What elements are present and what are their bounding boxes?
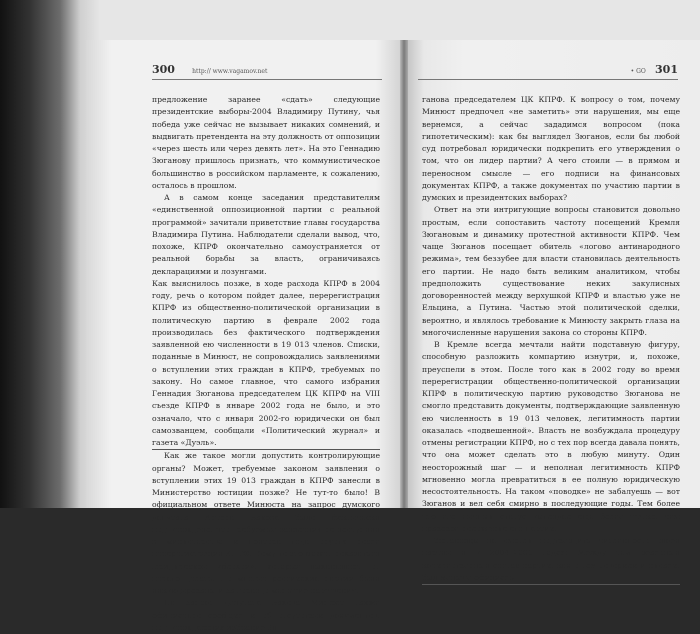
- right-page: [404, 40, 700, 582]
- left-paragraph-3: Как выяснилось позже, в ходе расхода КПРФ в 2004 году, речь о котором пойдет далее, перерегистрация КПРФ из общественно-политической организации в политическую партию в феврале 2002 года производилась без фактического подтверждения заявленной ею численности в 19 013 членов. Списки, поданные в Минюст, не сопровождались заявлениями о вступлении этих граждан в КПРФ, требуемых по закону. Но самое главное, что самого избрания Геннадия Зюганова председателем ЦК КПРФ на VIII съезде КПРФ в январе 2002 года не было, и это означало, что с января 2002-го юридически он был самозванцем, сообщали «Политический журнал» и газета «Дуэль».: [152, 278, 380, 451]
- right-paragraph-2: Ответ на эти интригующие вопросы становится довольно простым, если сопоставить частоту посещений Кремля Зюгановым и динамику протестной активности КПРФ. Чем чаще Зюганов посещает обитель «логово антинародного режима», тем беззубее для власти становилась деятельность его партии. Не надо быть великим аналитиком, чтобы предположить существование неких закулисных договоренностей между верхушкой КПРФ и властью уже не Ельцина, а Путина. Частью этой политической сделки, вероятно, и являлось требование к Минюсту закрыть глаза на многочисленные нарушения закона со стороны КПРФ.: [422, 205, 680, 337]
- right-page-text: [422, 94, 680, 585]
- right-page-number: 301: [655, 63, 678, 76]
- left-paragraph-5: На запрос депутата Бакова Минюст также официально сообщил и об отсутствии документов, подтверждающих избрание Зю-: [152, 598, 380, 632]
- left-page: [86, 40, 404, 632]
- right-paragraph-4: Зюгановцы не смогли подтвердить численность своей партии и в 2004–2005 годах! Между тем реальный количественный состав партии, как о том говорили и писали, был меньше официаль-: [422, 535, 680, 585]
- right-paragraph-1: ганова председателем ЦК КПРФ. К вопросу о том, почему Минюст предпочел «не заметить» эти нарушения, мы еще вернемся, а сейчас зададимся вопросом (пока гипотетическим): как бы выглядел Зюганов, если бы любой суд потребовал юридически подкрепить его утверждения о том, что он лидер партии? А чего стоили — в прямом и переносном смысле — его подписи на финансовых документах КПРФ, а также документах по участию партии в думских и президентских выборах?: [422, 95, 680, 202]
- left-paragraph-2: А в самом конце заседания представителям «единственной оппозиционной партии с реальной программой» зачитали приветствие главы государства Владимира Путина. Наблюдатели сделали вывод, что, похоже, КПРФ окончательно самоустраняется от реальной борьбы за власть, ограничиваясь декларациями и лозунгами.: [152, 193, 380, 276]
- left-header-url: http:// www.vagamov.net: [192, 68, 268, 75]
- left-paragraph-1: предложение заранее «сдать» следующие президентские выборы-2004 Владимиру Путину, чья победа уже сейчас не вызывает никаких сомнений, и выдвигать претендента на эту должность от оппозиции «через шесть или через девять лет». На это Геннадию Зюганову пришлось признать, что коммунистическое большинство в российском парламенте, к сожалению, осталось в прошлом.: [152, 95, 380, 190]
- left-running-header: [152, 63, 382, 80]
- right-running-header: [418, 63, 678, 80]
- right-section-mark: • GO: [630, 68, 646, 75]
- left-paragraph-4: Как же такое могли допустить контролирующие органы? Может, требуемые законом заявления о вступлении этих 19 013 граждан в КПРФ занесли в Министерство юстиции позже? Не тут-то было! В официальном ответе Минюста на запрос думского депутата Антона Бакова было фактически подтверждено, что требуемые заявления не поступили в министерство и полтора года спустя после перерегистрации КПРФ. Кому-то это может показаться юридической «блохой», которых выкапывают от нечего делать. Но многие российские партии были ликвидированы и за гораздо меньшие нарушения.: [152, 451, 380, 595]
- right-paragraph-3: В Кремле всегда мечтали найти подставную фигуру, способную разложить компартию изнутри, и, похоже, преуспели в этом. После того как в 2002 году во время перерегистрации общественно-политической организации КПРФ в политическую партию руководство Зюганова не смогло представить документы, подтверждающие заявленную ею численность в 19 013 человек, легитимность партии оказалась «подвешенной». Власть не возбуждала процедуру отмены регистрации КПРФ, но с тех пор всегда давала понять, что она может сделать это в любую минуту. Один неосторожный шаг — и неполная легитимность КПРФ мгновенно могла превратиться в ее полную юридическую несостоятельность. На таком «поводке» не забалуешь — вот Зюганов и вел себя смирно в последующие годы. Тем более что его личный статус выглядел еще более шатко, чем правовое положение его партии.: [422, 340, 680, 533]
- left-page-text: [152, 94, 380, 634]
- left-page-number: 300: [152, 63, 175, 76]
- book-gutter: [400, 40, 408, 508]
- open-book: [86, 40, 700, 632]
